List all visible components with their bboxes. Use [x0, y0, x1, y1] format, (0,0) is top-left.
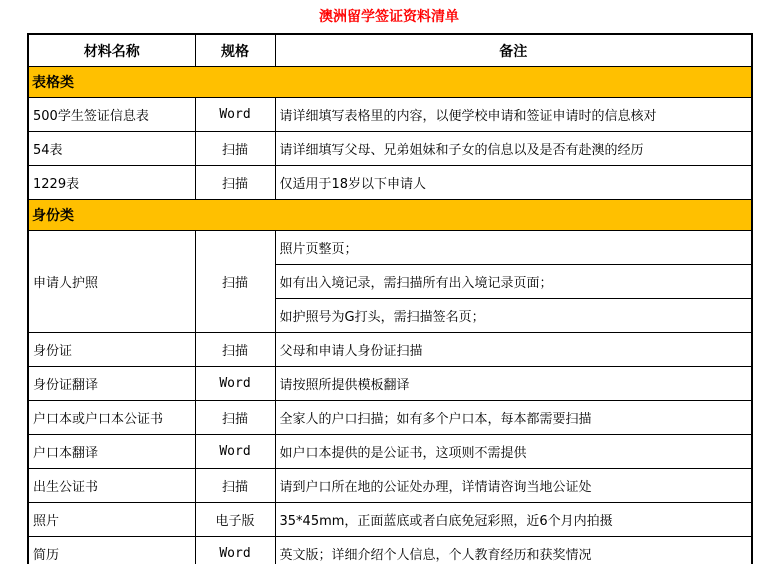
note-cell: 请详细填写表格里的内容，以便学校申请和签证申请时的信息核对 — [275, 98, 752, 132]
spec-cell: 扫描 — [195, 132, 275, 166]
table-row — [28, 401, 752, 435]
spec-cell: Word — [195, 367, 275, 401]
note-cell: 请详细填写父母、兄弟姐妹和子女的信息以及是否有赴澳的经历 — [275, 132, 752, 166]
column-header-spec: 规格 — [195, 34, 275, 67]
spec-cell: 扫描 — [195, 333, 275, 367]
note-cell: 如户口本提供的是公证书，这项则不需提供 — [275, 435, 752, 469]
note-cell: 请到户口所在地的公证处办理，详情请咨询当地公证处 — [275, 469, 752, 503]
note-cell: 照片页整页； — [275, 231, 752, 265]
column-header-note: 备注 — [275, 34, 752, 67]
spec-cell: Word — [195, 435, 275, 469]
spec-cell: 电子版 — [195, 503, 275, 537]
material-name-cell: 申请人护照 — [28, 231, 195, 333]
table-row — [28, 503, 752, 537]
table-row — [28, 231, 752, 265]
spec-cell: 扫描 — [195, 166, 275, 200]
spec-cell: 扫描 — [195, 469, 275, 503]
spec-cell: Word — [195, 537, 275, 564]
note-cell: 如护照号为G打头，需扫描签名页； — [275, 299, 752, 333]
note-cell: 仅适用于18岁以下申请人 — [275, 166, 752, 200]
note-cell: 请按照所提供模板翻译 — [275, 367, 752, 401]
material-name-cell: 出生公证书 — [28, 469, 195, 503]
spec-cell: Word — [195, 98, 275, 132]
material-name-cell: 简历 — [28, 537, 195, 564]
spec-cell: 扫描 — [195, 231, 275, 333]
table-row — [28, 537, 752, 564]
material-name-cell: 身份证翻译 — [28, 367, 195, 401]
note-cell: 35*45mm，正面蓝底或者白底免冠彩照，近6个月内拍摄 — [275, 503, 752, 537]
table-row — [28, 333, 752, 367]
note-cell: 如有出入境记录，需扫描所有出入境记录页面； — [275, 265, 752, 299]
table-row — [28, 435, 752, 469]
visa-checklist-table — [27, 33, 753, 564]
table-row — [28, 367, 752, 401]
column-header-material-name: 材料名称 — [28, 34, 195, 67]
section-row-forms — [28, 67, 752, 98]
section-header-identity: 身份类 — [28, 200, 752, 231]
header-row — [28, 34, 752, 67]
note-cell: 全家人的户口扫描；如有多个户口本，每本都需要扫描 — [275, 401, 752, 435]
section-header-forms: 表格类 — [28, 67, 752, 98]
table-row — [28, 98, 752, 132]
material-name-cell: 户口本翻译 — [28, 435, 195, 469]
material-name-cell: 500学生签证信息表 — [28, 98, 195, 132]
table-row — [28, 469, 752, 503]
material-name-cell: 54表 — [28, 132, 195, 166]
material-name-cell: 身份证 — [28, 333, 195, 367]
spec-cell: 扫描 — [195, 401, 275, 435]
note-cell: 英文版；详细介绍个人信息，个人教育经历和获奖情况 — [275, 537, 752, 564]
note-cell: 父母和申请人身份证扫描 — [275, 333, 752, 367]
page-title: 澳洲留学签证资料清单 — [319, 9, 459, 25]
table-row — [28, 166, 752, 200]
section-row-identity — [28, 200, 752, 231]
material-name-cell: 户口本或户口本公证书 — [28, 401, 195, 435]
material-name-cell: 照片 — [28, 503, 195, 537]
table-row — [28, 132, 752, 166]
material-name-cell: 1229表 — [28, 166, 195, 200]
